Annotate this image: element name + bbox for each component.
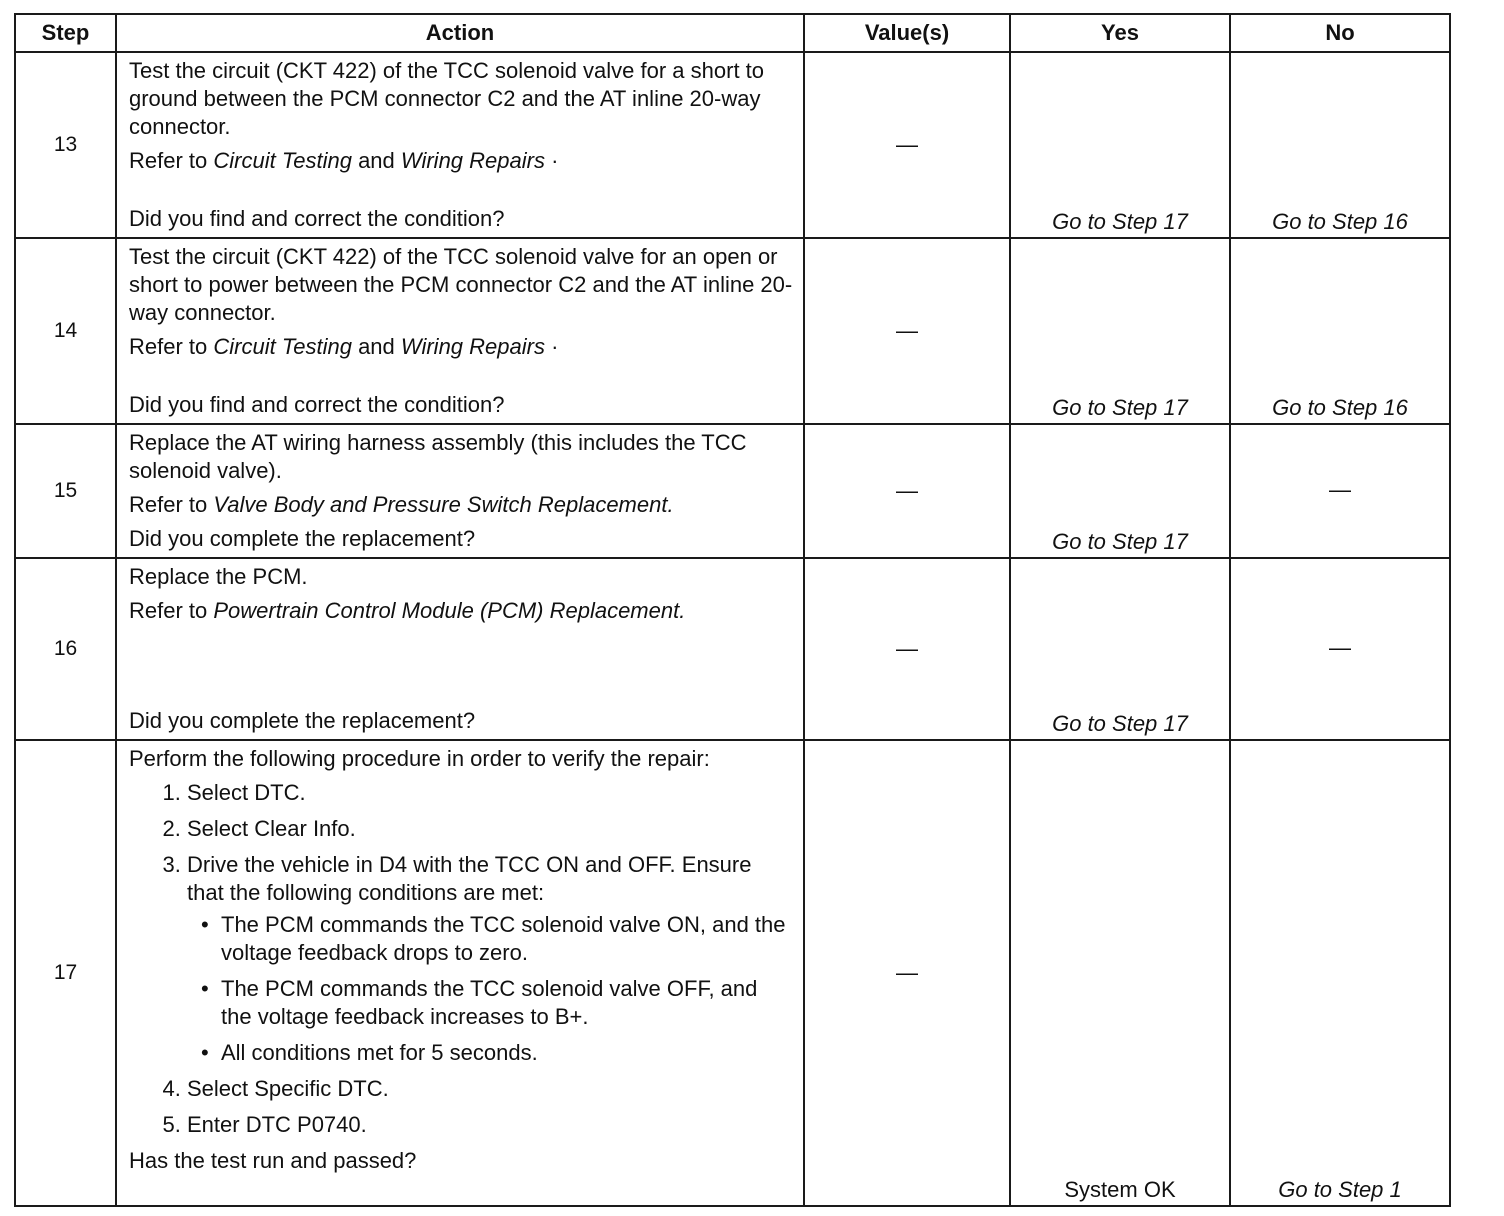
no-outcome: Go to Step 16 (1230, 52, 1450, 238)
action-text: Test the circuit (CKT 422) of the TCC solenoid valve for a short to ground between the PCM connector C2 and the AT inline 20-way connector. (129, 58, 765, 139)
value-cell: — (804, 238, 1010, 424)
table-row (15, 52, 1450, 238)
no-outcome: — (1230, 558, 1450, 740)
procedure-step: 4. Select Specific DTC. (187, 1075, 793, 1103)
action-cell (116, 740, 804, 1206)
procedure-step: 1. Select DTC. (187, 779, 793, 807)
table-row (15, 740, 1450, 1206)
action-cell (116, 558, 804, 740)
yes-outcome: Go to Step 17 (1010, 424, 1230, 558)
procedure-step: 2. Select Clear Info. (187, 815, 793, 843)
action-question: Has the test run and passed? (129, 1148, 417, 1173)
table-row (15, 558, 1450, 740)
no-outcome: Go to Step 16 (1230, 238, 1450, 424)
reference-link[interactable]: Circuit Testing (213, 334, 352, 359)
action-question: Did you find and correct the condition? (129, 206, 505, 231)
action-cell (116, 238, 804, 424)
header-values: Value(s) (804, 14, 1010, 52)
action-text: Perform the following procedure in order to verify the repair: (129, 746, 710, 771)
action-question: Did you complete the replacement? (129, 708, 476, 733)
header-step: Step (15, 14, 116, 52)
reference-link[interactable]: Wiring Repairs (400, 148, 545, 173)
step-number: 16 (15, 558, 116, 740)
condition-item: • The PCM commands the TCC solenoid valve ON, and the voltage feedback drops to zero. (221, 911, 793, 967)
condition-list (187, 911, 793, 1067)
action-cell (116, 424, 804, 558)
action-question: Did you complete the replacement? (129, 526, 476, 551)
value-cell: — (804, 424, 1010, 558)
diagnostic-table (14, 13, 1451, 1207)
step-number: 14 (15, 238, 116, 424)
procedure-list (129, 779, 793, 1139)
reference-link[interactable]: Powertrain Control Module (PCM) Replacement. (213, 598, 686, 623)
step-number: 17 (15, 740, 116, 1206)
procedure-step: 3. Drive the vehicle in D4 with the TCC ON and OFF. Ensure that the following conditions are met: • The PCM commands the TCC solenoid valve ON, and the voltage feedback drops to zero. • The PCM commands the TCC solenoid valve OFF, and the voltage feedback increases to B+. • All conditions met for 5 seconds. (187, 851, 793, 1067)
action-question: Did you find and correct the condition? (129, 392, 505, 417)
value-cell: — (804, 740, 1010, 1206)
header-yes: Yes (1010, 14, 1230, 52)
action-reference: Refer to Circuit Testing and Wiring Repairs · (129, 148, 559, 173)
value-cell: — (804, 558, 1010, 740)
reference-link[interactable]: Wiring Repairs (400, 334, 545, 359)
yes-outcome: Go to Step 17 (1010, 238, 1230, 424)
action-text: Replace the PCM. (129, 564, 308, 589)
header-no: No (1230, 14, 1450, 52)
value-cell: — (804, 52, 1010, 238)
header-action: Action (116, 14, 804, 52)
action-reference: Refer to Circuit Testing and Wiring Repairs · (129, 334, 559, 359)
reference-link[interactable]: Valve Body and Pressure Switch Replacement. (213, 492, 674, 517)
condition-item: • All conditions met for 5 seconds. (221, 1039, 793, 1067)
procedure-step: 5. Enter DTC P0740. (187, 1111, 793, 1139)
step-number: 15 (15, 424, 116, 558)
action-text: Replace the AT wiring harness assembly (this includes the TCC solenoid valve). (129, 430, 747, 483)
action-text: Test the circuit (CKT 422) of the TCC solenoid valve for an open or short to power between the PCM connector C2 and the AT inline 20-way connector. (129, 244, 793, 325)
header-row (15, 14, 1450, 52)
step-number: 13 (15, 52, 116, 238)
yes-outcome: Go to Step 17 (1010, 52, 1230, 238)
table-row (15, 238, 1450, 424)
yes-outcome: Go to Step 17 (1010, 558, 1230, 740)
no-outcome: Go to Step 1 (1230, 740, 1450, 1206)
action-cell (116, 52, 804, 238)
yes-outcome: System OK (1010, 740, 1230, 1206)
action-reference: Refer to Powertrain Control Module (PCM) Replacement. (129, 598, 686, 623)
action-reference: Refer to Valve Body and Pressure Switch Replacement. (129, 492, 674, 517)
table-row (15, 424, 1450, 558)
reference-link[interactable]: Circuit Testing (213, 148, 352, 173)
condition-item: • The PCM commands the TCC solenoid valve OFF, and the voltage feedback increases to B+. (221, 975, 793, 1031)
no-outcome: — (1230, 424, 1450, 558)
